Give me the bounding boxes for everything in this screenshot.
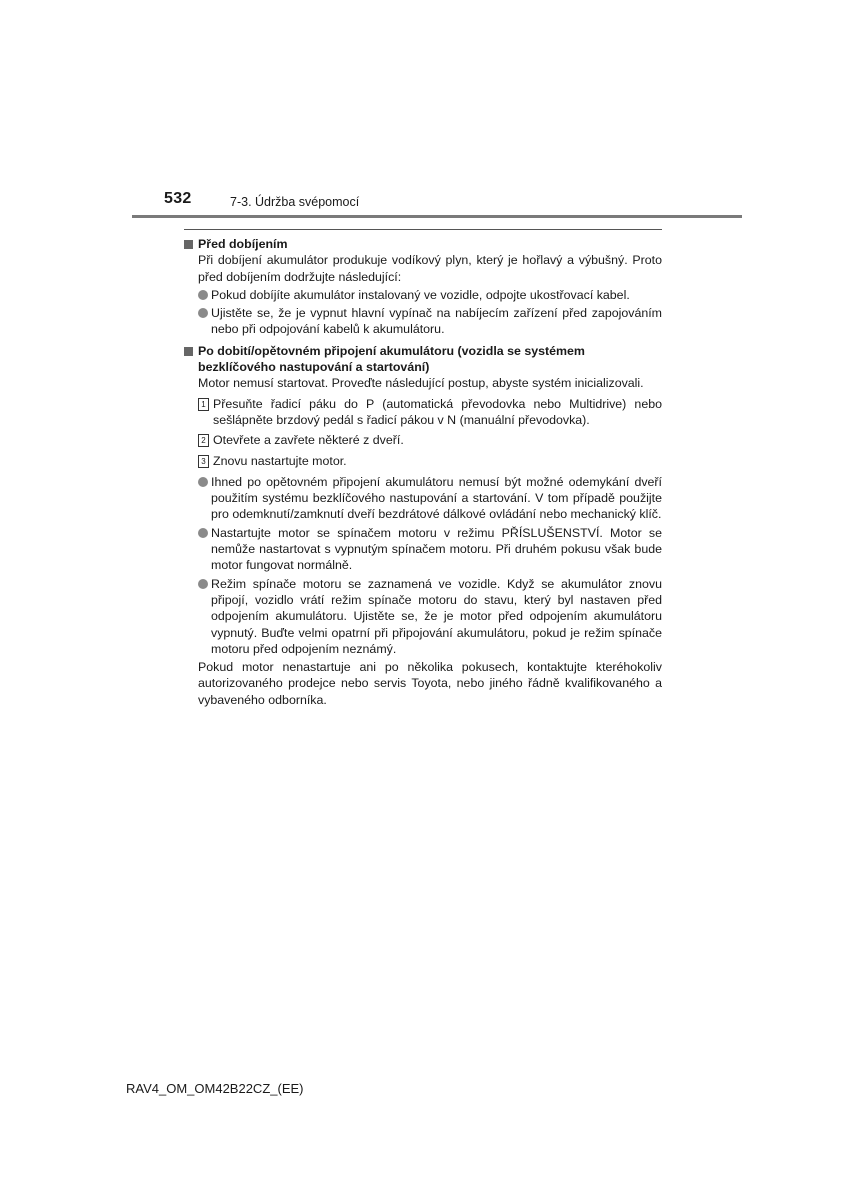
step-number-badge: 2: [198, 434, 209, 447]
main-content: [184, 229, 662, 708]
circle-bullet-icon: [198, 579, 208, 589]
list-item-text: Nastartujte motor se spínačem motoru v režimu PŘÍSLUŠENSTVÍ. Motor se nemůže nastartovat s vypnutým spínačem motoru. Při druhém pokusu však bude motor fungovat normálně.: [211, 525, 662, 573]
step-text: Přesuňte řadicí páku do P (automatická převodovka nebo Multidrive) nebo sešlápněte brzdový pedál s řadicí pákou v N (manuální převodovka).: [213, 396, 662, 427]
list-item: [198, 305, 662, 338]
list-item: [198, 287, 662, 303]
section-header-title: 7-3. Údržba svépomocí: [230, 195, 360, 209]
step-number-badge: 1: [198, 398, 209, 411]
page-number: 532: [164, 190, 192, 207]
section-title: Po dobití/opětovném připojení akumulátoru (vozidla se systémem bezklíčového nastupování a startování): [198, 343, 585, 375]
list-item: [198, 525, 662, 574]
section-body: [184, 252, 662, 337]
document-code-footer: RAV4_OM_OM42B22CZ_(EE): [126, 1081, 304, 1096]
section-heading-before-charging: [184, 236, 662, 252]
step-number-badge: 3: [198, 455, 209, 468]
list-item-text: Ihned po opětovném připojení akumulátoru nemusí být možné odemykání dveří použitím systému bezklíčového nastupování a startování. V tom případě použijte pro odemknutí/zamknutí dveří bezdrátové dálkové ovládání nebo mechanický klíč.: [211, 474, 662, 522]
list-item: [198, 576, 662, 657]
step-item: [198, 432, 662, 448]
circle-bullet-icon: [198, 528, 208, 538]
square-bullet-icon: [184, 240, 193, 249]
circle-bullet-icon: [198, 290, 208, 300]
section-heading-after-reconnect: [184, 343, 662, 376]
circle-bullet-icon: [198, 477, 208, 487]
paragraph: Motor nemusí startovat. Proveďte následující postup, abyste systém inicializovali.: [198, 376, 644, 391]
step-item: [198, 396, 662, 429]
step-item: [198, 453, 662, 469]
list-item-text: Pokud dobíjíte akumulátor instalovaný ve vozidle, odpojte ukostřovací kabel.: [211, 287, 630, 302]
paragraph: Při dobíjení akumulátor produkuje vodíkový plyn, který je hořlavý a výbušný. Proto před dobíjením dodržujte následující:: [198, 253, 662, 284]
circle-bullet-icon: [198, 308, 208, 318]
step-text: Znovu nastartujte motor.: [213, 453, 347, 468]
list-item: [198, 474, 662, 523]
section-body: [184, 375, 662, 708]
closing-paragraph: Pokud motor nenastartuje ani po několika pokusech, kontaktujte kteréhokoliv autorizovaného prodejce nebo servis Toyota, nebo jiného řádně kvalifikovaného a vybaveného odborníka.: [198, 660, 662, 707]
section-title: Před dobíjením: [198, 237, 288, 251]
header-divider: [132, 215, 742, 218]
list-item-text: Režim spínače motoru se zaznamená ve vozidle. Když se akumulátor znovu připojí, vozidlo vrátí režim spínače motoru do stavu, který byl nastaven před odpojením akumulátoru. Ujistěte se, že je motor před odpojením akumulátoru vypnutý. Buďte velmi opatrní při připojování akumulátoru, pokud je režim spínače motoru před odpojením neznámý.: [211, 576, 662, 656]
square-bullet-icon: [184, 347, 193, 356]
list-item-text: Ujistěte se, že je vypnut hlavní vypínač na nabíjecím zařízení před zapojováním nebo při odpojování kabelů k akumulátoru.: [211, 306, 662, 337]
step-text: Otevřete a zavřete některé z dveří.: [213, 433, 404, 448]
